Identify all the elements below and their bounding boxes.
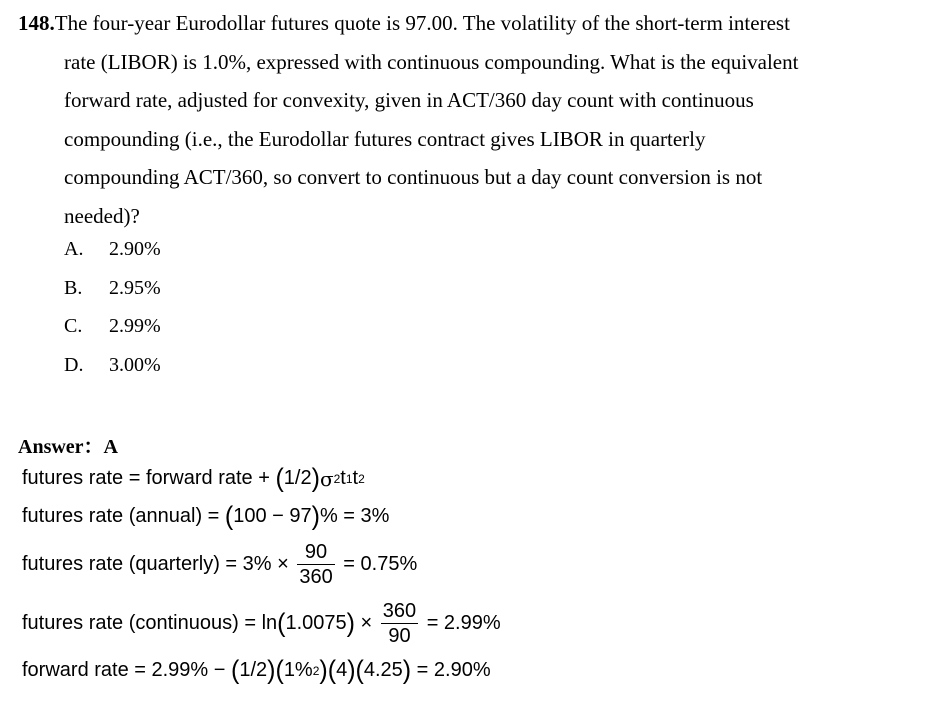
formula-futures-forward: futures rate = forward rate + ( 1/2 ) σ 2 t 1 t 2 — [22, 463, 365, 493]
question-line: forward rate, adjusted for convexity, given in ACT/360 day count with continuous — [64, 88, 754, 112]
question-line: compounding (i.e., the Eurodollar futures contract gives LIBOR in quarterly — [64, 126, 706, 151]
formula-forward-rate: forward rate = 2.99% − ( 1/2 ) ( 1% 2 ) ( 4 ) ( 4.25 ) = 2.90% — [22, 655, 491, 685]
option-d: D. 3.00% — [64, 353, 161, 376]
question-line: rate (LIBOR) is 1.0%, expressed with continuous compounding. What is the equivalent — [64, 49, 799, 74]
option-b: B. 2.95% — [64, 276, 161, 299]
question-text — [18, 4, 918, 235]
question-line: needed)? — [64, 203, 140, 228]
formula-continuous-rate: futures rate (continuous) = ln ( 1.0075 ) × $\frac{360}{90}$ = 2.99% — [22, 600, 501, 647]
question-number: 148. — [18, 11, 55, 35]
fraction: $\frac{90}{360}$ — [299, 541, 333, 588]
formula-quarterly-rate: futures rate (quarterly) = 3% × $\frac{90}{360}$ = 0.75% — [22, 541, 418, 588]
answer-value: A — [103, 436, 118, 458]
option-a: A. 2.90% — [64, 238, 161, 260]
answer-line — [18, 430, 118, 459]
option-c: C. 2.99% — [64, 315, 161, 337]
answer-label: Answer： — [18, 436, 104, 458]
answer-options — [64, 230, 161, 384]
question-line: 148.The four-year Eurodollar futures quote is 97.00. The volatility of the short-term interest — [18, 11, 790, 35]
question-line: compounding ACT/360, so convert to continuous but a day count conversion is not — [64, 165, 763, 189]
fraction: $\frac{360}{90}$ — [382, 600, 417, 647]
formula-annual-rate: futures rate (annual) = ( 100 − 97 ) % = 3% — [22, 501, 390, 531]
